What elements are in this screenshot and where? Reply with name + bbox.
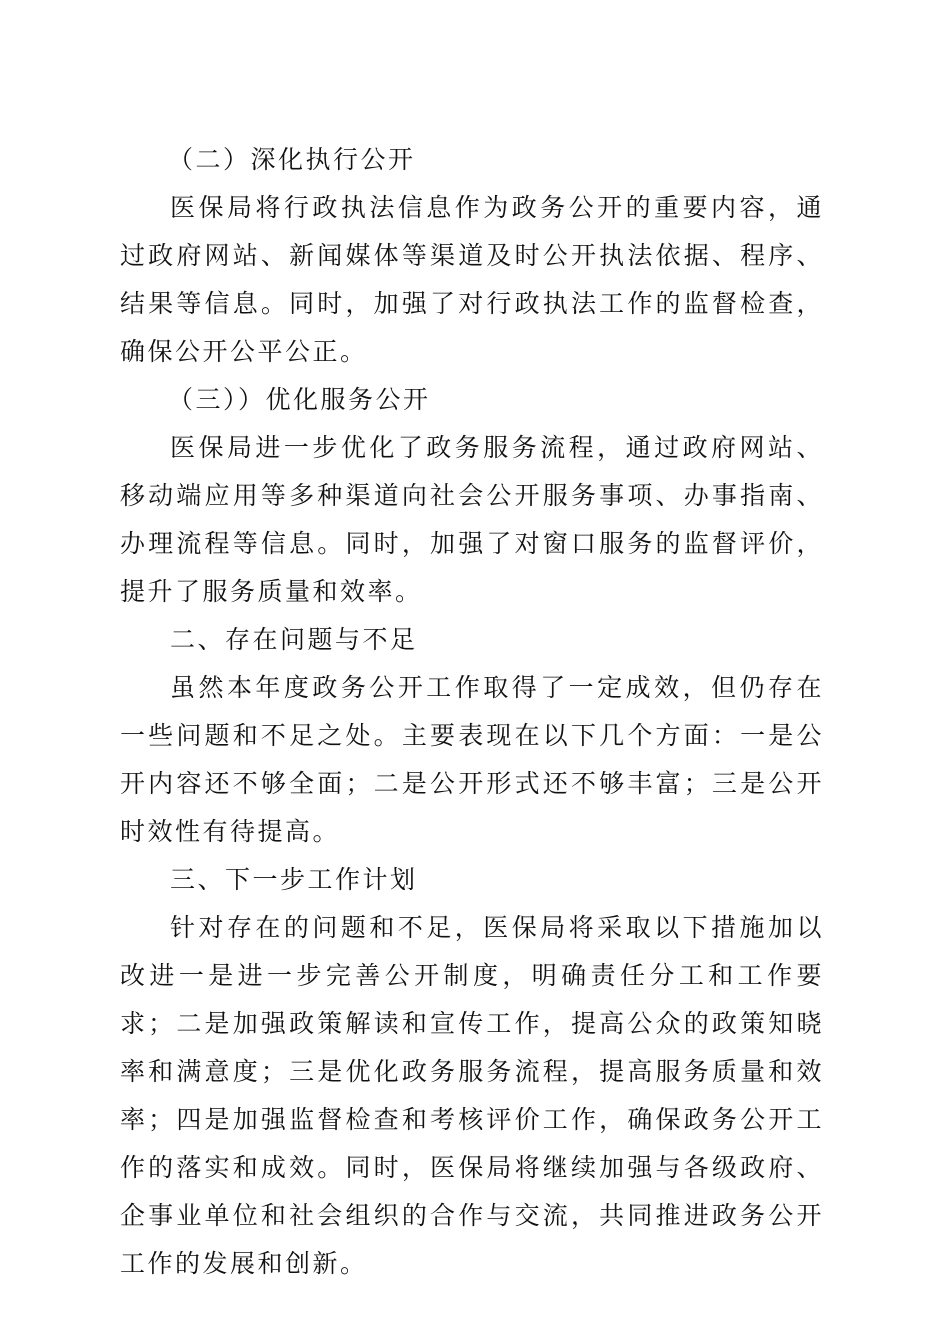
section-paragraph-next-plan: 针对存在的问题和不足，医保局将采取以下措施加以改进一是进一步完善公开制度，明确责任分工和工作要求；二是加强政策解读和宣传工作，提高公众的政策知晓率和满意度；三是优化政务服务流程，提高服务质量和效率；四是加强监督检查和考核评价工作，确保政务公开工作的落实和成效。同时，医保局将继续加强与各级政府、企事业单位和社会组织的合作与交流，共同推进政务公开工作的发展和创新。 (120, 913, 824, 1278)
section-paragraph-deepen-enforcement: 医保局将行政执法信息作为政务公开的重要内容，通过政府网站、新闻媒体等渠道及时公开执法依据、程序、结果等信息。同时，加强了对行政执法工作的监督检查，确保公开公平公正。 (120, 193, 824, 366)
section-heading-next-plan: 三、下一步工作计划 (170, 865, 418, 894)
document-body (120, 136, 824, 1288)
section-paragraph-problems: 虽然本年度政务公开工作取得了一定成效，但仍存在一些问题和不足之处。主要表现在以下几个方面：一是公开内容还不够全面；二是公开形式还不够丰富；三是公开时效性有待提高。 (120, 673, 824, 846)
section-paragraph-optimize-service: 医保局进一步优化了政务服务流程，通过政府网站、移动端应用等多种渠道向社会公开服务事项、办事指南、办理流程等信息。同时，加强了对窗口服务的监督评价，提升了服务质量和效率。 (120, 433, 824, 606)
section-heading-problems: 二、存在问题与不足 (170, 625, 418, 654)
section-heading-optimize-service: （三））优化服务公开 (168, 385, 431, 414)
section-heading-deepen-enforcement: （二）深化执行公开 (168, 145, 416, 174)
